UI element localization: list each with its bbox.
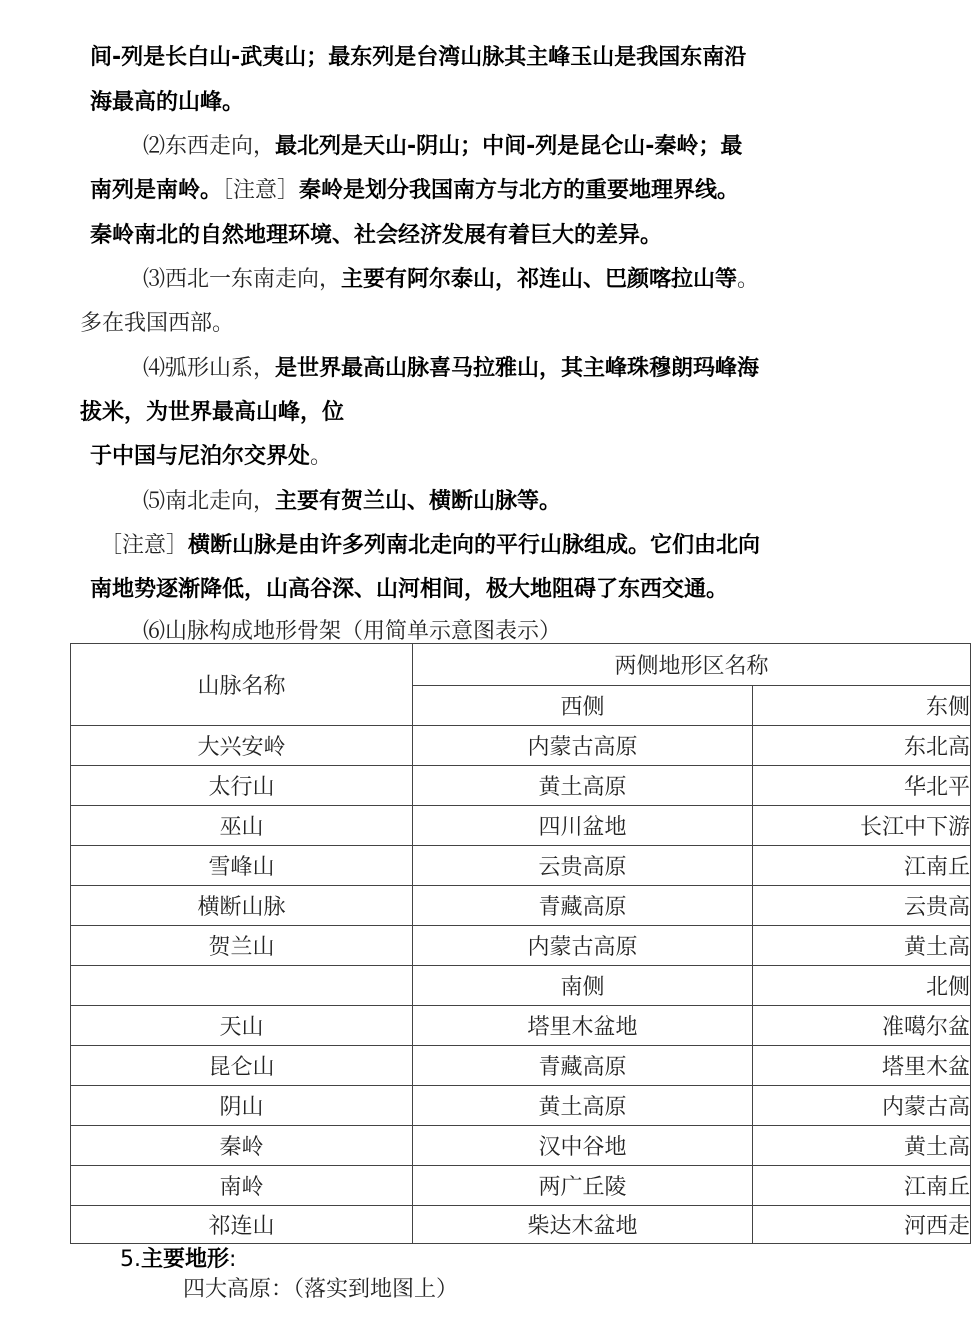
table-cell: 青藏高原 — [413, 1046, 753, 1086]
table-cell: 太行山 — [71, 766, 413, 806]
table-cell: 天山 — [71, 1006, 413, 1046]
header-south: 南侧 — [413, 966, 753, 1006]
line-7: 多在我国西部。 — [80, 311, 235, 336]
item-heading: 西北一东南走向， — [165, 267, 342, 292]
section-number: 5. — [120, 1247, 141, 1272]
line-10-end: 。 — [310, 444, 333, 469]
item-text: 是世界最高山脉喜马拉雅山，其主峰珠穆朗玛峰海 — [275, 356, 760, 381]
line-4 — [90, 176, 739, 206]
line-5: 秦岭南北的自然地理环境、社会经济发展有着巨大的差异。 — [90, 223, 663, 248]
line-9: 拔米，为世界最高山峰，位 — [80, 400, 345, 425]
table-cell: 塔里木盆地 — [413, 1006, 753, 1046]
table-cell: 江南丘 — [753, 1166, 971, 1206]
table-cell: 南岭 — [71, 1166, 413, 1206]
table-cell: 巫山 — [71, 806, 413, 846]
item-5-north-south — [143, 487, 561, 517]
table-cell: 黄土高原 — [413, 1086, 753, 1126]
item-heading: 弧形山系， — [165, 356, 276, 381]
section-5-subheading: 四大高原：（落实到地图上） — [183, 1277, 459, 1302]
table-cell: 准噶尔盆 — [753, 1006, 971, 1046]
table-cell: 柴达木盆地 — [413, 1206, 753, 1244]
table-cell: 云贵高 — [753, 886, 971, 926]
item-number: ⑶ — [143, 267, 166, 292]
line-13: 南地势逐渐降低，山高谷深、山河相间，极大地阻碍了东西交通。 — [90, 577, 729, 602]
table-cell: 汉中谷地 — [413, 1126, 753, 1166]
table-cell: 华北平 — [753, 766, 971, 806]
line-10 — [90, 442, 332, 472]
item-4-arc — [143, 354, 759, 384]
item-heading: 东西走向， — [165, 134, 276, 159]
table-cell: 贺兰山 — [71, 926, 413, 966]
item-end: 。 — [737, 267, 760, 292]
item-number: ⑵ — [143, 134, 166, 159]
header-both-sides: 两侧地形区名称 — [413, 644, 971, 686]
line-4-text-a: 南列是南岭。 — [90, 178, 223, 203]
item-6-heading: ⑹山脉构成地形骨架（用简单示意图表示） — [143, 619, 562, 644]
table-cell: 祁连山 — [71, 1206, 413, 1244]
table-cell: 昆仑山 — [71, 1046, 413, 1086]
header-north: 北侧 — [753, 966, 971, 1006]
table-cell: 阴山 — [71, 1086, 413, 1126]
item-2-east-west — [143, 132, 742, 162]
item-text: 主要有贺兰山、横断山脉等。 — [275, 489, 562, 514]
note-label: ［注意］ — [100, 533, 189, 558]
item-3-northwest-southeast — [143, 265, 759, 295]
line-10-text: 于中国与尼泊尔交界处 — [90, 444, 311, 469]
table-cell: 横断山脉 — [71, 886, 413, 926]
section-5-heading — [120, 1245, 236, 1275]
table-cell: 江南丘 — [753, 846, 971, 886]
table-cell: 内蒙古高原 — [413, 726, 753, 766]
table-cell: 秦岭 — [71, 1126, 413, 1166]
table-cell: 雪峰山 — [71, 846, 413, 886]
table-cell: 大兴安岭 — [71, 726, 413, 766]
item-text: 最北列是天山-阴山；中间-列是昆仑山-秦岭；最 — [275, 134, 743, 159]
item-text: 主要有阿尔泰山，祁连山、巴颜喀拉山等 — [341, 267, 738, 292]
table-cell: 塔里木盆 — [753, 1046, 971, 1086]
note-label: ［注意］ — [222, 178, 300, 203]
table-cell: 内蒙古高 — [753, 1086, 971, 1126]
table-cell: 两广丘陵 — [413, 1166, 753, 1206]
header-east: 东侧 — [753, 686, 971, 726]
table-cell: 东北高 — [753, 726, 971, 766]
item-number: ⑸ — [143, 489, 166, 514]
table-cell: 黄土高 — [753, 1126, 971, 1166]
line-12 — [100, 531, 760, 561]
table-cell: 黄土高 — [753, 926, 971, 966]
section-colon: : — [229, 1247, 237, 1272]
mountain-table — [70, 643, 971, 1244]
table-cell: 云贵高原 — [413, 846, 753, 886]
header-west: 西侧 — [413, 686, 753, 726]
table-cell: 长江中下游 — [753, 806, 971, 846]
table-cell: 内蒙古高原 — [413, 926, 753, 966]
line-2: 海最高的山峰。 — [90, 90, 245, 115]
table-cell-empty — [71, 966, 413, 1006]
line-4-text-b: 秦岭是划分我国南方与北方的重要地理界线。 — [299, 178, 740, 203]
table-cell: 青藏高原 — [413, 886, 753, 926]
section-title: 主要地形 — [141, 1247, 230, 1272]
item-heading: 南北走向， — [165, 489, 276, 514]
item-number: ⑷ — [143, 356, 166, 381]
table-cell: 黄土高原 — [413, 766, 753, 806]
header-mountain-name: 山脉名称 — [71, 644, 413, 726]
line-12-text: 横断山脉是由许多列南北走向的平行山脉组成。它们由北向 — [188, 533, 761, 558]
table-cell: 河西走 — [753, 1206, 971, 1244]
table-cell: 四川盆地 — [413, 806, 753, 846]
line-1: 间-列是长白山-武夷山；最东列是台湾山脉其主峰玉山是我国东南沿 — [90, 45, 747, 70]
